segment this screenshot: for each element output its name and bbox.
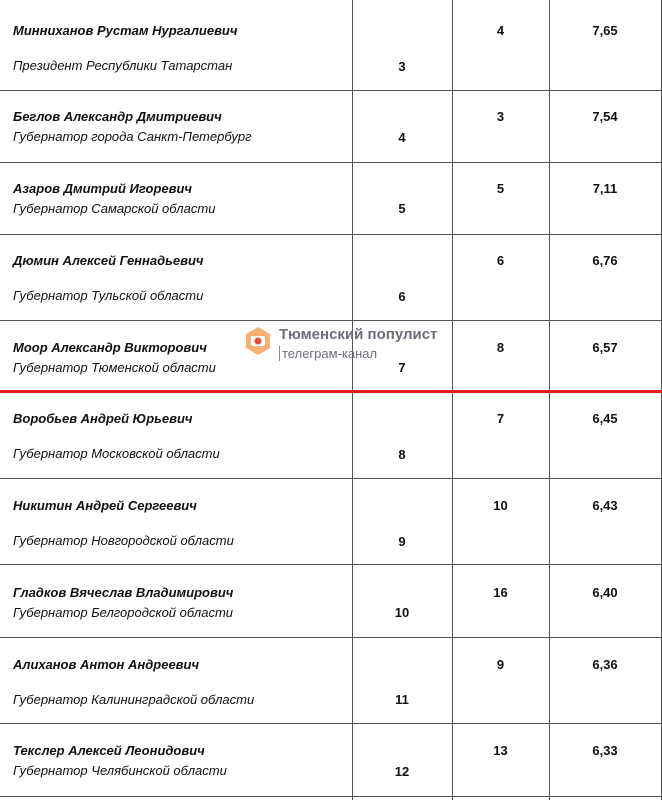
rank-value: 11 <box>395 692 409 707</box>
previous-rank-value: 16 <box>493 585 508 600</box>
row-divider <box>0 90 662 91</box>
governor-name: Текслер Алексей Леонидович <box>13 743 205 758</box>
row-divider <box>0 478 662 479</box>
row-divider <box>0 796 662 797</box>
previous-rank-value: 4 <box>496 23 505 38</box>
governor-name: Никитин Андрей Сергеевич <box>13 498 197 513</box>
rank-value: 5 <box>398 201 406 216</box>
score-value: 6,36 <box>592 657 618 672</box>
rank-value: 7 <box>398 360 406 375</box>
score-value: 7,11 <box>592 181 618 196</box>
row-divider <box>0 637 662 638</box>
score-value: 6,76 <box>592 253 618 268</box>
governor-position: Губернатор Московской области <box>13 446 220 461</box>
score-value: 7,65 <box>592 23 618 38</box>
governor-name: Моор Александр Викторович <box>13 340 207 355</box>
rank-value: 6 <box>398 289 406 304</box>
governor-position: Губернатор города Санкт-Петербург <box>13 129 252 144</box>
governor-name: Азаров Дмитрий Игоревич <box>13 181 192 196</box>
governor-position: Губернатор Белгородской области <box>13 605 234 620</box>
governor-position: Президент Республики Татарстан <box>13 58 233 73</box>
governor-position: Губернатор Калининградской области <box>13 692 255 707</box>
column-divider <box>352 0 353 800</box>
governor-name: Минниханов Рустам Нургалиевич <box>13 23 238 38</box>
score-value: 6,57 <box>592 340 618 355</box>
rank-value: 3 <box>398 59 406 74</box>
score-value: 6,40 <box>592 585 618 600</box>
rank-value: 8 <box>398 447 406 462</box>
previous-rank-value: 6 <box>496 253 505 268</box>
governor-position: Губернатор Тюменской области <box>13 360 216 375</box>
cutoff-line <box>0 390 662 393</box>
previous-rank-value: 7 <box>496 411 505 426</box>
row-divider <box>0 723 662 724</box>
channel-watermark <box>243 322 463 364</box>
governor-name: Гладков Вячеслав Владимирович <box>13 585 234 600</box>
score-value: 6,33 <box>592 743 618 758</box>
score-value: 6,43 <box>592 498 618 513</box>
previous-rank-value: 8 <box>496 340 505 355</box>
watermark-title: Тюменский популист <box>279 326 438 343</box>
governor-name: Дюмин Алексей Геннадьевич <box>13 253 204 268</box>
governor-position: Губернатор Самарской области <box>13 201 216 216</box>
rank-value: 4 <box>398 130 406 145</box>
governor-name: Алиханов Антон Андреевич <box>13 657 200 672</box>
score-value: 6,45 <box>592 411 618 426</box>
previous-rank-value: 10 <box>493 498 508 513</box>
previous-rank-value: 9 <box>496 657 505 672</box>
governor-position: Губернатор Тульской области <box>13 288 204 303</box>
previous-rank-value: 13 <box>493 743 508 758</box>
row-divider <box>0 320 662 321</box>
governor-position: Губернатор Новгородской области <box>13 533 234 548</box>
row-divider <box>0 564 662 565</box>
previous-rank-value: 3 <box>496 109 505 124</box>
rank-value: 12 <box>394 764 410 779</box>
row-divider <box>0 234 662 235</box>
rank-value: 10 <box>394 605 410 620</box>
watermark-subtitle: телеграм-канал <box>279 346 377 361</box>
rank-value: 9 <box>398 534 406 549</box>
governor-name: Беглов Александр Дмитриевич <box>13 109 222 124</box>
governor-position: Губернатор Челябинской области <box>13 763 227 778</box>
previous-rank-value: 5 <box>496 181 505 196</box>
row-divider <box>0 162 662 163</box>
score-value: 7,54 <box>592 109 618 124</box>
camera-logo-icon <box>243 326 273 356</box>
governor-name: Воробьев Андрей Юрьевич <box>13 411 193 426</box>
